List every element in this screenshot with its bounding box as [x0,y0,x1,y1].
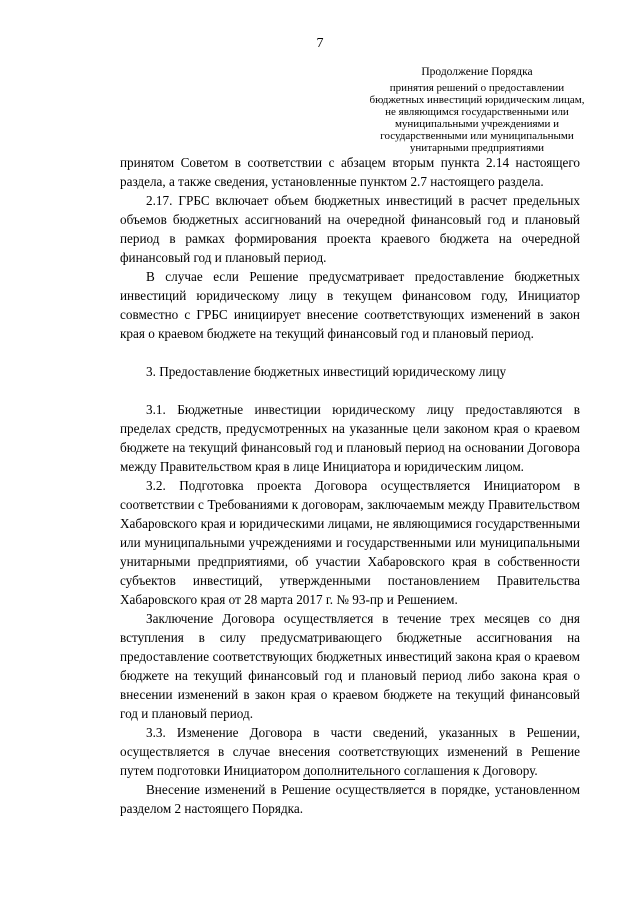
paragraph-3-3: 3.3. Изменение Договора в части сведений, указанных в Решении, осуществляется в случае внесения соответствующих изменений в Решение путем подготовки Инициатором дополнительного соглашения к Договору. [120,725,580,778]
header-line: унитарными предприятиями [409,142,545,154]
document-header [346,66,608,154]
paragraph-current-year-case: В случае если Решение предусматривает предоставление бюджетных инвестиций юридическому лицу в текущем финансовом году, Инициатор совместно с ГРБС инициирует внесение соответствующих изменений в закон края о краевом бюджете на текущий финансовый год и плановый период. [120,269,580,341]
header-line: бюджетных инвестиций юридическим лицам, [369,94,585,106]
end-of-document-rule [303,779,415,780]
paragraph-3-1: 3.1. Бюджетные инвестиции юридическому лицу предоставляются в пределах средств, предусмотренных на указанные цели законом края о краевом бюджете на текущий финансовый год и плановый период на основании Договора между Правительством края в лице Инициатора и юридическим лицом. [120,402,580,474]
paragraph-decision-amendment: Внесение изменений в Решение осуществляется в порядке, установленном разделом 2 настоящего Порядка. [120,782,580,816]
paragraph-contract-conclusion: Заключение Договора осуществляется в течение трех месяцев со дня вступления в силу предусматривающего бюджетные ассигнования на предоставление соответствующих бюджетных инвестиций закона края о краевом бюджете на текущий финансовый год и плановый период либо закона края о внесении изменений в закон края о краевом бюджете на текущий финансовый год и плановый период. [120,611,580,721]
paragraph-3-2: 3.2. Подготовка проекта Договора осуществляется Инициатором в соответствии с Требованиями к договорам, заключаемым между Правительством Хабаровского края и юридическими лицами, не являющимися государственными или муниципальными учреждениями и государственными или муниципальными унитарными предприятиями, об участии Хабаровского края в собственности субъектов инвестиций, утвержденными постановлением Правительства Хабаровского края от 28 марта 2017 г. № 93-пр и Решением. [120,478,580,607]
paragraph-2-17: 2.17. ГРБС включает объем бюджетных инвестиций в расчет предельных объемов бюджетных ассигнований на очередной финансовый год и плановый период в рамках формирования проекта краевого бюджета на очередной финансовый год и плановый период. [120,193,580,265]
header-line: не являющимся государственными или [385,106,569,118]
header-line: принятия решений о предоставлении [389,82,565,94]
header-title: Продолжение Порядка [421,66,533,78]
section-3-heading: 3. Предоставление бюджетных инвестиций юридическому лицу [146,364,507,379]
document-body [120,153,580,818]
header-line: муниципальными учреждениями и [394,118,560,130]
page-number: 7 [316,36,324,51]
header-line: государственными или муниципальными [380,130,574,142]
continuation-paragraph: принятом Советом в соответствии с абзацем вторым пункта 2.14 настоящего раздела, а также сведения, установленные пунктом 2.7 настоящего раздела. [120,155,580,189]
